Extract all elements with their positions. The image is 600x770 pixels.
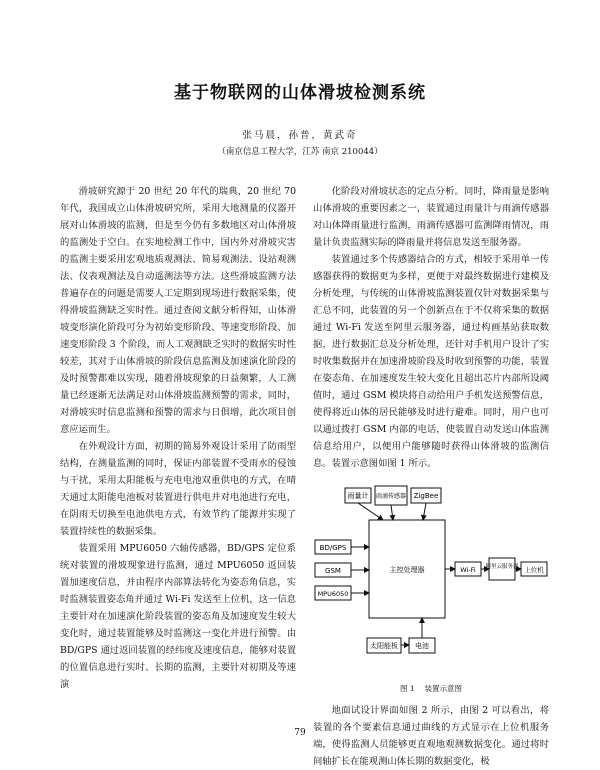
paragraph: 在外观设计方面，初期的简易外观设计采用了防雨型结构，在测量监测的同时，保证内部装置不受雨水的侵蚀与干扰，采用太阳能板与充电电池双重供电的方式，在晴天通过太阳能电池板对装置进行供电并对电池进行充电，在阴雨天切换至电池供电方式，有效节约了能源并实现了装置持续性的数据采集。	[60, 441, 296, 537]
rain-gauge-label: 雨量计	[347, 492, 369, 500]
bdgps-label: BD/GPS	[319, 544, 347, 552]
aliyun-server-label: 阿里云服务器	[485, 564, 519, 570]
figure-caption: 图 1 装置示意图	[399, 684, 463, 693]
device-diagram	[313, 484, 549, 696]
zigbee-label: ZigBee	[413, 492, 439, 500]
battery-label: 电池	[415, 642, 429, 650]
diagram-svg	[313, 484, 549, 674]
paragraph: 地面试设计界面如图 2 所示，由图 2 可以看出，将装置的各个要素信息通过曲线的方式显示在上位机服务端，使得监测人员能够更直观地观测数据变化。通过将时间轴扩长在能观测山体长期的数据变化，极	[313, 705, 549, 767]
wifi-label: Wi-Fi	[460, 566, 476, 574]
affiliation: （南京信息工程大学，江苏 南京 210044）	[217, 147, 383, 157]
paragraph: 装置通过多个传感器结合的方式，相较于采用单一传感器获得的数据更为多样，更便于对最终数据进行建模及分析处理，与传统的山体滑坡监测装置仅针对数据采集与汇总不同，此装置的另一个创新点在于不仅将采集的数据通过 Wi-Fi 发送至阿里云服务器，通过构画基站获取数据，进行数据汇总及分析处理，还针对手机用户设计了实时收集数据并在加速滑坡阶段及时收到预警的功能，装置在姿态角、在加速度发生较大变化且超出芯片内部所设阈值时，通过 GSM 模块将自动给用户手机发送预警信息，使得将近山体的居民能够及时进行避难。同时，用户也可以通过拨打 GSM 内部的电话，使装置自动发送山体监测信息给用户，以便用户能够随时获得山体滑坡的监测信息。装置示意图如图 1 所示。	[313, 254, 549, 469]
authors: 张马晨，孙普，黄武奇	[242, 130, 358, 141]
main-controller-label: 主控处理器	[389, 566, 425, 574]
solar-panel-label: 太阳能板	[370, 642, 398, 650]
paragraph: 装置采用 MPU6050 六轴传感器，BD/GPS 定位系统对装置的滑坡现象进行监测，通过 MPU6050 返回装置加速度信息，并由程序内部算法转化为姿态角信息，实时监测装置姿态角并通过 Wi-Fi 发送至上位机，这一信息主要针对在加速演化阶段装置的姿态角及加速度发生较大变化时，通过装置能够及时监测这一变化并进行预警。由 BD/GPS 通过返回装置的经纬度及速度信息，能够对装置的位置信息进行实时、长期的监测，主要针对初期及等速演	[60, 543, 296, 690]
left-column	[60, 183, 296, 693]
host-computer-label: 上位机	[524, 566, 544, 574]
page-number: 79	[294, 728, 306, 738]
right-column	[313, 183, 549, 770]
paragraph: 滑坡研究源于 20 世纪 20 年代的瑞典，20 世纪 70 年代，我国成立山体滑坡研究所，采用大地测量的仪器开展对山体滑坡的监测，但是至今仍有多数地区对山体滑坡的监测处于空白。在实地检测工作中，国内外对滑坡灾害的监测主要采用宏观地质观测法、简易观测法、设站观测法、仪表观测法及自动遥测法等方法。这些滑坡监测方法普遍存在的问题是需要人工定期到现场进行数据采集，使得滑坡监测缺乏实时性。通过查阅文献分析得知，山体滑坡变形演化阶段可分为初始变形阶段、等速变形阶段、加速变形阶段 3 个阶段，而人工观测缺乏实时的数据实时性较差，其对于山体滑坡的阶段信息监测及加速演化阶段的及时预警都难以实现，随着滑坡现象的日益频繁，人工测量已经逐渐无法满足对山体滑坡监测预警的需求，同时，对滑坡实时信息监测和预警的需求与日俱增，此次项目创意应运而生。	[60, 186, 296, 435]
mpu6050-label: MPU6050	[317, 590, 349, 598]
gsm-label: GSM	[325, 567, 341, 575]
raindrop-sensor-label: 雨滴传感器	[375, 493, 407, 500]
paper-title: 基于物联网的山体滑坡检测系统	[174, 83, 426, 103]
paragraph: 化阶段对滑坡状态的定点分析。同时，降雨量是影响山体滑坡的重要因素之一，装置通过雨量计与雨滴传感器对山体降雨量进行监测，雨滴传感器可监测降雨情况，雨量计负责监测实际的降雨量并将信息发送至服务器。	[313, 186, 549, 248]
